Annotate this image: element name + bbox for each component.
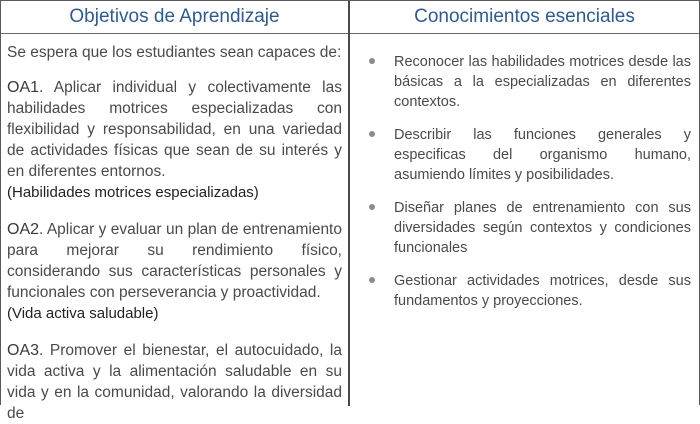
learning-objectives-body (1, 34, 348, 424)
objective-oa1-text (7, 77, 342, 182)
objective-oa2-code: OA2 (7, 221, 40, 238)
list-item (364, 198, 691, 258)
list-item (364, 125, 691, 185)
essential-knowledge-header: Conocimientos esenciales (350, 1, 699, 34)
list-item (364, 52, 691, 112)
essential-knowledge-column (350, 1, 699, 406)
objective-oa1-description: . Aplicar individual y colectivamente las habilidades motrices especializadas con flexibilidad y responsabilidad, en una variedad de actividades físicas que sean de su interés y en diferentes entornos. (7, 79, 342, 180)
objective-oa3 (7, 340, 342, 424)
objective-oa3-description: . Promover el bienestar, el autocuidado, la vida activa y la alimentación saludable en su vida y en la comunidad, valorando la diversidad de (7, 342, 342, 422)
list-item-text: Reconocer las habilidades motrices desde las básicas a la especializadas en diferentes contextos. (394, 54, 691, 110)
objective-oa3-text (7, 340, 342, 424)
bullet-icon (369, 277, 375, 283)
objective-oa2-description: . Aplicar y evaluar un plan de entrenamiento para mejorar su rendimiento físico, considerando sus características personales y funcionales con perseverancia y proactividad. (7, 221, 342, 301)
objective-oa1 (7, 77, 342, 203)
learning-objectives-column (1, 1, 350, 422)
objective-oa2-tag: (Vida activa saludable) (7, 305, 159, 322)
list-item-text: Describir las funciones generales y especificas del organismo humano, asumiendo límites y posibilidades. (394, 127, 691, 183)
bullet-icon (369, 131, 375, 137)
essential-knowledge-list (350, 34, 699, 311)
list-item-text: Gestionar actividades motrices, desde sus fundamentos y proyecciones. (394, 273, 691, 309)
list-item-text: Diseñar planes de entrenamiento con sus diversidades según contextos y condiciones funcionales (394, 200, 691, 256)
objective-oa2-text (7, 219, 342, 303)
bullet-icon (369, 204, 375, 210)
objectives-intro: Se espera que los estudiantes sean capaces de: (7, 44, 342, 61)
objective-oa1-code: OA1 (7, 79, 40, 96)
list-item (364, 271, 691, 311)
objective-oa1-tag: (Habilidades motrices especializadas) (7, 184, 259, 201)
objective-oa2 (7, 219, 342, 324)
objective-oa3-code: OA3 (7, 342, 40, 359)
learning-objectives-header: Objetivos de Aprendizaje (1, 1, 348, 34)
bullet-icon (369, 58, 375, 64)
